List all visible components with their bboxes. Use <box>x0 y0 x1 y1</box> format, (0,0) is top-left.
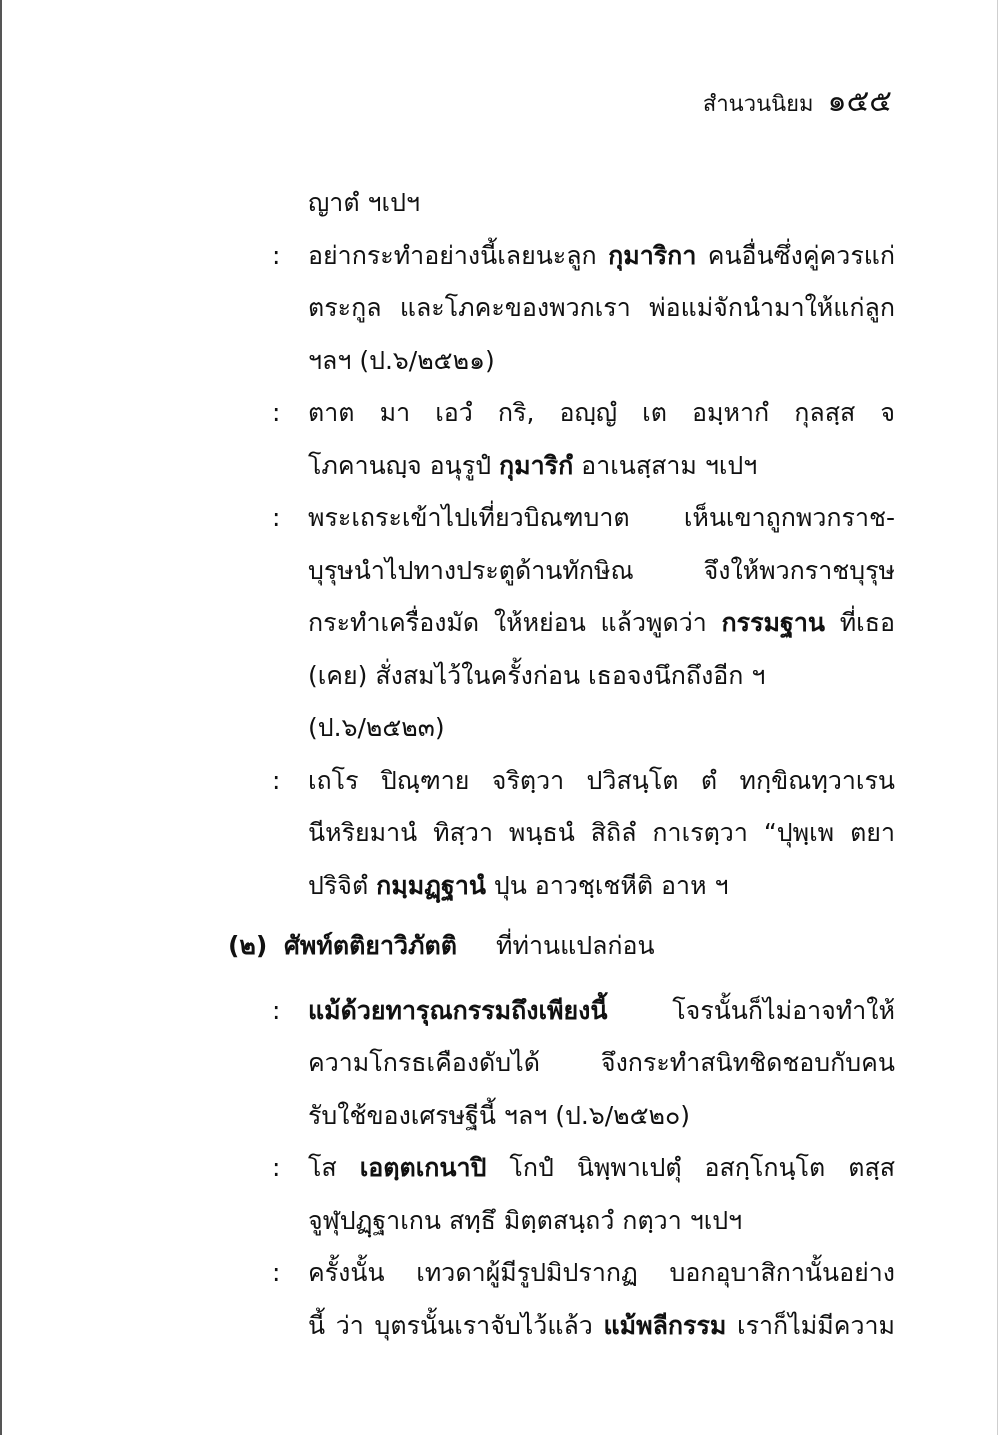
line-text: ปริจิตํ กมฺมฏฺฐานํ ปุน อาวชฺเชหีติ อาห ฯ <box>308 870 729 900</box>
bold-term: กุมาริกํ <box>499 450 574 480</box>
bold-term: แม้ด้วยทารุณกรรมถึงเพียงนี้ <box>308 995 608 1025</box>
page-number: ๑๕๕ <box>827 84 892 119</box>
example-pali-line <box>0 1142 1000 1195</box>
book-title: สำนวนนิยม <box>702 92 814 117</box>
example-pali-line <box>0 387 1000 440</box>
running-header <box>703 82 892 125</box>
line-text: จูฬุปฏฺฐาเกน สทฺธึ มิตฺตสนฺถวํ กตฺวา ฯเปฯ <box>308 1205 743 1235</box>
text-line <box>0 335 1000 388</box>
line-text: นีหริยมานํ ทิสฺวา พนฺธนํ สิถิลํ กาเรตฺวา “ปุพฺเพ ตยา <box>308 818 895 847</box>
text-line <box>0 440 1000 493</box>
item-colon: : <box>272 1258 281 1287</box>
text-line <box>0 650 1000 703</box>
line-text: กระทำเครื่องมัด ให้หย่อน แล้วพูดว่า กรรมฐาน ที่เธอ <box>308 608 895 637</box>
line-text: ตระกูล และโภคะของพวกเรา พ่อแม่จักนำมาให้แก่ลูก <box>308 293 895 322</box>
bold-term: เอตฺตเกนาปิ <box>359 1153 487 1182</box>
line-text: พระเถระเข้าไปเที่ยวบิณฑบาต เห็นเขาถูกพวกราช- <box>308 503 895 532</box>
bold-term: กมฺมฏฺฐานํ <box>376 870 486 900</box>
line-text: รับใช้ของเศรษฐีนี้ ฯลฯ (ป.๖/๒๕๒๐) <box>308 1100 691 1130</box>
line-text: แม้ด้วยทารุณกรรมถึงเพียงนี้ โจรนั้นก็ไม่อาจทำให้ <box>308 995 895 1025</box>
item-colon: : <box>272 1153 281 1182</box>
text-line <box>0 545 1000 598</box>
line-text: บุรุษนำไปทางประตูด้านทักษิณ จึงให้พวกราชบุรุษ <box>308 555 895 585</box>
line-text: (ป.๖/๒๕๒๓) <box>308 713 445 742</box>
text-line <box>0 702 1000 755</box>
line-text: ครั้งนั้น เทวดาผู้มีรูปมิปรากฏ บอกอุบาสิกานั้นอย่าง <box>308 1258 895 1287</box>
example-thai-line <box>0 985 1000 1038</box>
text-line <box>0 1037 1000 1090</box>
line-text: ญาตํ ฯเปฯ <box>308 188 421 217</box>
section-title: ศัพท์ตติยาวิภัตติ <box>284 931 457 960</box>
text-line <box>0 1300 1000 1353</box>
text-line <box>0 1090 1000 1143</box>
text-line <box>0 1195 1000 1248</box>
example-thai-line <box>0 492 1000 545</box>
line-text: ความโกรธเคืองดับได้ จึงกระทำสนิทชิดชอบกับคน <box>308 1048 895 1077</box>
example-thai-line <box>0 230 1000 283</box>
line-text: ฯลฯ (ป.๖/๒๕๒๑) <box>308 345 495 375</box>
item-colon: : <box>272 765 281 795</box>
text-line <box>0 282 1000 335</box>
bold-term: กรรมฐาน <box>721 608 825 637</box>
line-text: อย่ากระทำอย่างนี้เลยนะลูก กุมาริกา คนอื่นซึ่งคู่ควรแก่ <box>308 240 895 270</box>
line-text: ตาต มา เอวํ กริ, อญฺญํ เต อมฺหากํ กุลสฺส จ <box>308 398 895 427</box>
item-colon: : <box>272 503 281 532</box>
text-line <box>0 860 1000 913</box>
text-line <box>0 177 1000 230</box>
section-number: (๒) <box>228 931 268 960</box>
line-text: (เคย) สั่งสมไว้ในครั้งก่อน เธอจงนึกถึงอีก ฯ <box>308 660 766 690</box>
item-colon: : <box>272 398 281 427</box>
line-text: โภคานญฺจ อนุรูปํ กุมาริกํ อาเนสฺสาม ฯเปฯ <box>308 450 758 480</box>
line-text: เถโร ปิณฺฑาย จริตฺวา ปวิสนฺโต ตํ ทกฺขิณทฺวาเรน <box>308 765 895 795</box>
text-line <box>0 597 1000 650</box>
bold-term: กุมาริกา <box>608 240 697 270</box>
section-heading <box>0 920 1000 973</box>
line-text: โส เอตฺตเกนาปิ โกปํ นิพฺพาเปตุํ อสกฺโกนฺโต ตสฺส <box>308 1153 896 1182</box>
item-colon: : <box>272 995 281 1025</box>
page-body <box>0 177 1000 1352</box>
text-line <box>0 807 1000 860</box>
example-thai-line <box>0 1247 1000 1300</box>
bold-term: แม้พลีกรรม <box>603 1310 727 1340</box>
example-pali-line <box>0 755 1000 808</box>
section-subtitle: ที่ท่านแปลก่อน <box>496 931 655 960</box>
item-colon: : <box>272 240 281 270</box>
line-text: นี้ ว่า บุตรนั้นเราจับไว้แล้ว แม้พลีกรรม เราก็ไม่มีความ <box>308 1310 895 1340</box>
